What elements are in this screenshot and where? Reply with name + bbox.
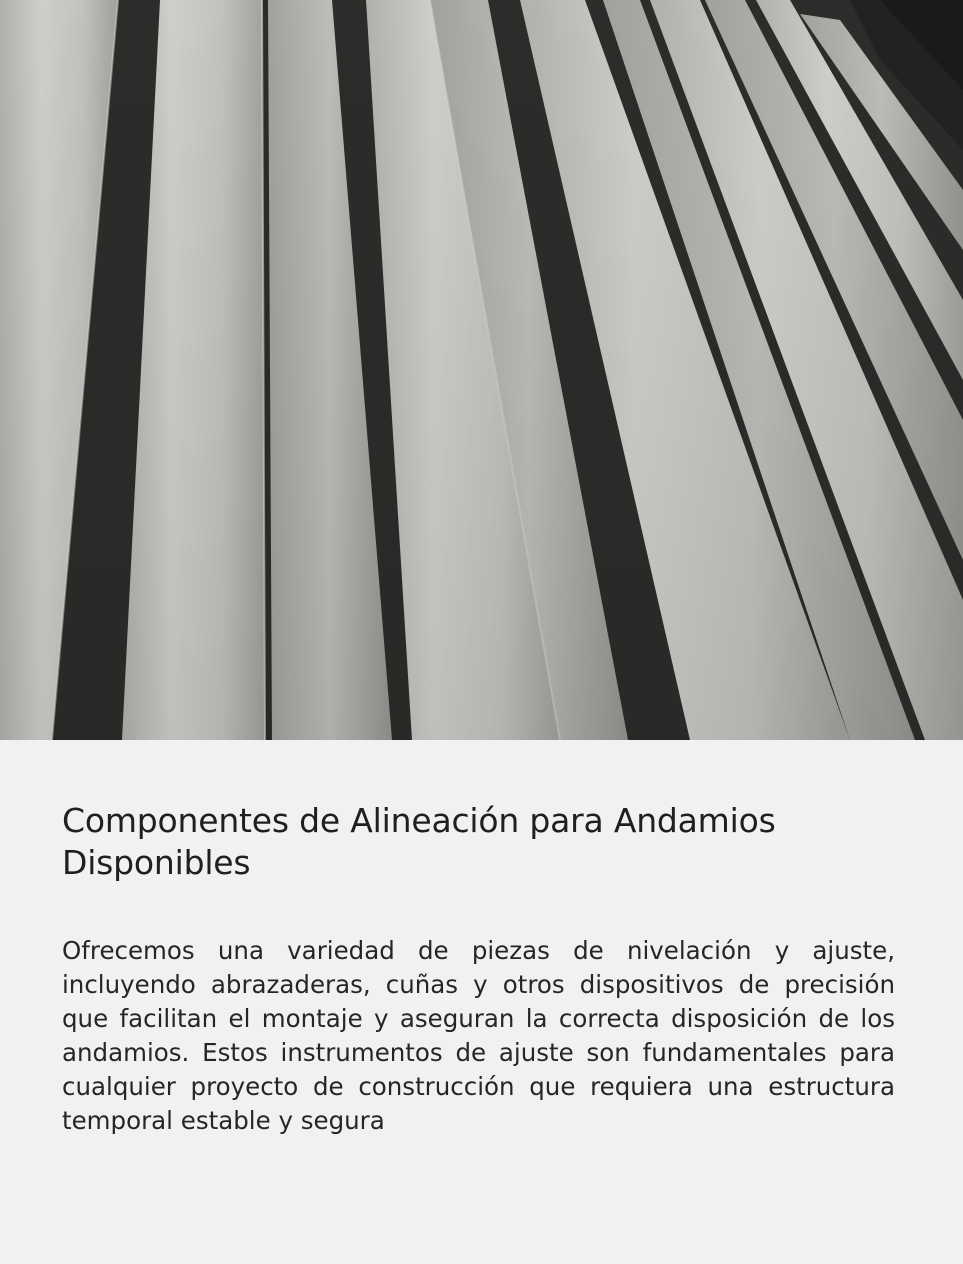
card-title: Componentes de Alineación para Andamios Disponibles xyxy=(62,801,776,882)
card-content xyxy=(62,800,895,1138)
card-description: Ofrecemos una variedad de piezas de nivelación y ajuste, incluyendo abrazaderas, cuñas y otros dispositivos de precisión que facilitan el montaje y aseguran la correcta disposición de los andamios. Estos instrumentos de ajuste son fundamentales para cualquier proyecto de construcción que requiera una estructura temporal estable y segura xyxy=(62,936,895,1135)
